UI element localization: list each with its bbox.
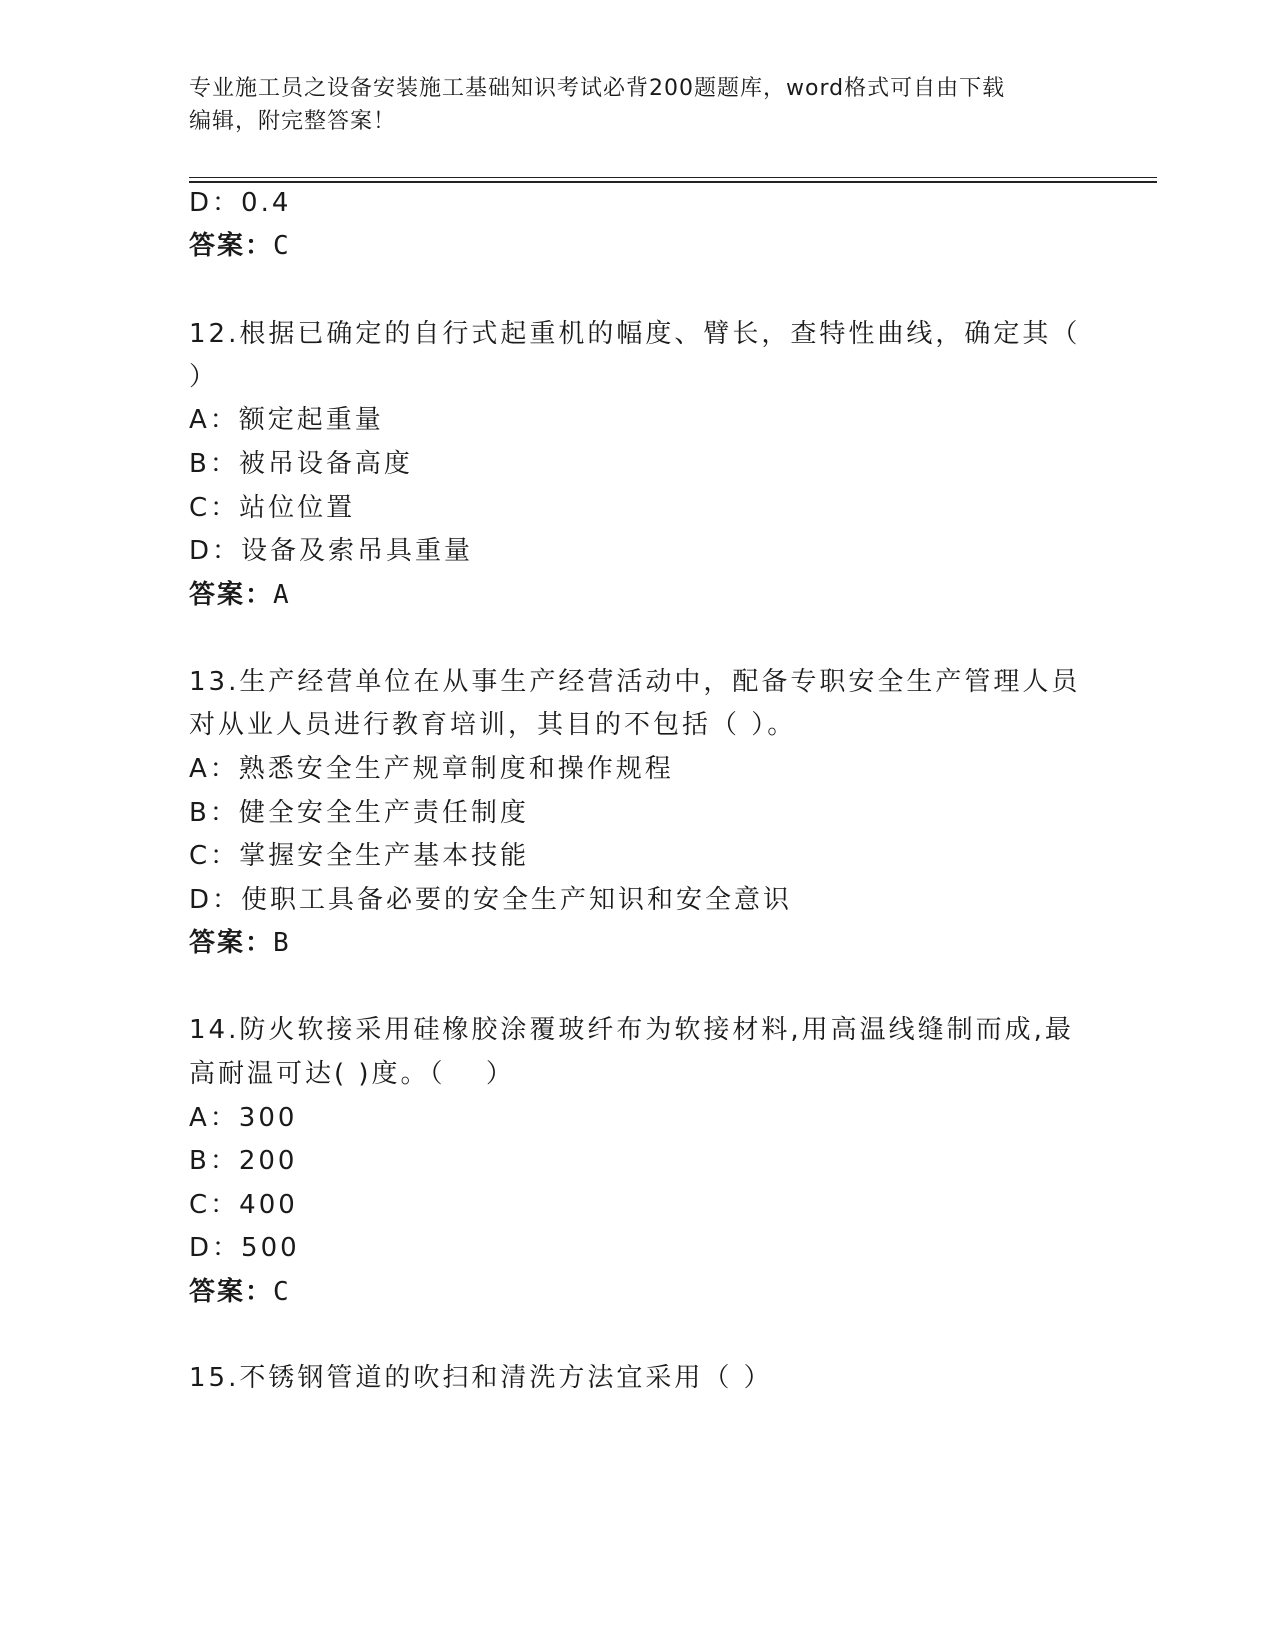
document-header — [189, 72, 1089, 138]
answer-value: C — [273, 231, 291, 261]
q12-option-c: C：站位位置 — [189, 493, 356, 523]
q12-option-b: B：被吊设备高度 — [189, 449, 413, 479]
answer-label: 答案： — [189, 1277, 274, 1307]
header-divider-thin — [189, 177, 1157, 178]
q13-stem-line-1: 13.生产经营单位在从事生产经营活动中，配备专职安全生产管理人员 — [189, 667, 1081, 697]
q12-stem-line-1: 12.根据已确定的自行式起重机的幅度、臂长，查特性曲线，确定其（ — [189, 319, 1081, 349]
answer-value: B — [273, 928, 291, 958]
header-title-line-2: 编辑，附完整答案！ — [189, 109, 397, 134]
q13-option-c: C：掌握安全生产基本技能 — [189, 841, 530, 871]
q14-answer — [189, 1275, 291, 1309]
q13-answer — [189, 926, 291, 960]
q11-answer — [189, 229, 291, 263]
answer-value: C — [273, 1277, 291, 1307]
q14-stem-line-1: 14.防火软接采用硅橡胶涂覆玻纤布为软接材料,用高温线缝制而成,最 — [189, 1015, 1074, 1045]
q14-option-c: C：400 — [189, 1190, 298, 1220]
q13-option-d: D：使职工具备必要的安全生产知识和安全意识 — [189, 885, 793, 915]
q13-option-b: B：健全安全生产责任制度 — [189, 798, 529, 828]
answer-value: A — [273, 580, 291, 610]
header-title-line-1: 专业施工员之设备安装施工基础知识考试必背200题题库，word格式可自由下载 — [189, 76, 1006, 101]
answer-label: 答案： — [189, 928, 274, 958]
q14-option-d: D：500 — [189, 1233, 300, 1263]
header-divider-thick — [189, 181, 1157, 183]
q13-stem-line-2: 对从业人员进行教育培训，其目的不包括（ ）。 — [189, 710, 797, 740]
q12-option-a: A：额定起重量 — [189, 405, 384, 435]
answer-label: 答案： — [189, 580, 274, 610]
answer-label: 答案： — [189, 231, 274, 261]
q14-option-a: A：300 — [189, 1103, 298, 1133]
q14-stem-line-2: 高耐温可达( )度。（ ） — [189, 1059, 515, 1089]
q14-option-b: B：200 — [189, 1146, 298, 1176]
q13-option-a: A：熟悉安全生产规章制度和操作规程 — [189, 754, 674, 784]
q12-option-d: D：设备及索吊具重量 — [189, 536, 474, 566]
q12-stem-line-2: ） — [189, 362, 219, 392]
q12-answer — [189, 578, 291, 612]
q11-option-d: D：0.4 — [189, 188, 292, 218]
q15-stem-line-1: 15.不锈钢管道的吹扫和清洗方法宜采用（ ） — [189, 1363, 773, 1393]
